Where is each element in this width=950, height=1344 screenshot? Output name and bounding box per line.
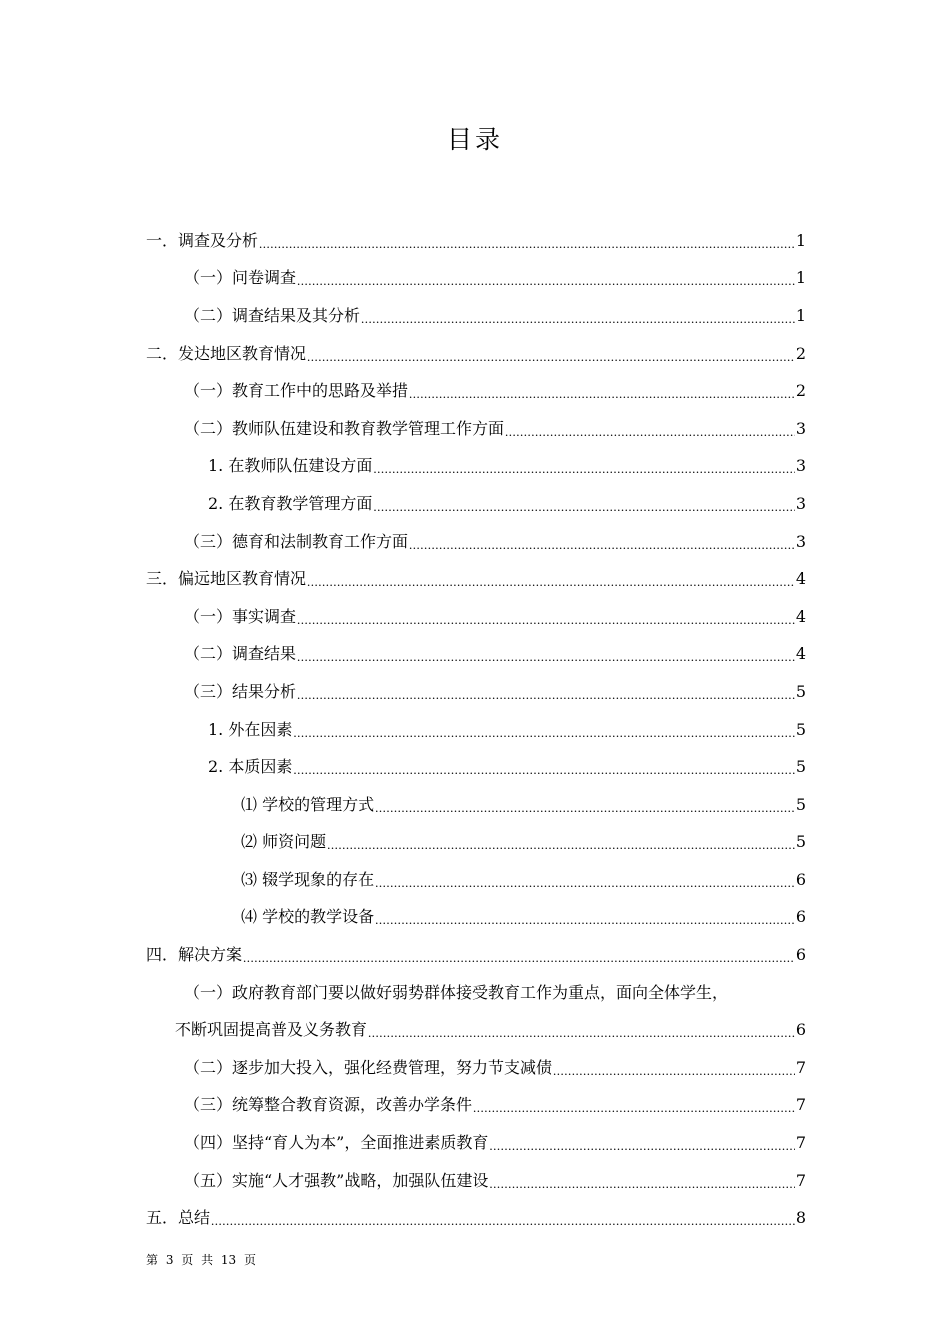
toc-entry-3-2[interactable] (146, 636, 806, 674)
toc-entry-label: （二）调查结果 (184, 644, 297, 664)
dot-leader (361, 309, 795, 329)
toc-page-number: 5 (795, 794, 806, 814)
toc-entry-label: 三．偏远地区教育情况 (146, 569, 307, 589)
dot-leader (489, 1136, 794, 1156)
toc-entry-4-5[interactable] (146, 1162, 806, 1200)
toc-page-number: 4 (795, 569, 806, 589)
dot-leader (373, 497, 794, 517)
toc-entry-3-3-2-1[interactable] (146, 786, 806, 824)
dot-leader (243, 948, 795, 968)
toc-entry-3-3[interactable] (146, 673, 806, 711)
toc-entry-label: （二）教师队伍建设和教育教学管理工作方面 (184, 418, 505, 438)
toc-entry-label: （一）教育工作中的思路及举措 (184, 381, 409, 401)
toc-page-number: 7 (795, 1170, 806, 1190)
dot-leader (375, 798, 795, 818)
toc-page-number: 2 (795, 343, 806, 363)
dot-leader (505, 422, 795, 442)
toc-page-number: 3 (795, 456, 806, 476)
toc-entry-label: 1. 在教师队伍建设方面 (208, 456, 373, 476)
dot-leader (327, 835, 795, 855)
toc-entry-label: ⑴ 学校的管理方式 (241, 794, 375, 814)
toc-page-number: 6 (795, 1020, 806, 1040)
toc-page-number: 3 (795, 418, 806, 438)
toc-entry-2[interactable] (146, 335, 806, 373)
dot-leader (259, 234, 795, 254)
toc-entry-4[interactable] (146, 936, 806, 974)
toc-page-number: 5 (795, 757, 806, 777)
toc-entry-1-2[interactable] (146, 297, 806, 335)
toc-entry-4-1-continued[interactable] (146, 1011, 806, 1049)
toc-entry-label: 二．发达地区教育情况 (146, 343, 307, 363)
toc-page-number: 1 (795, 268, 806, 288)
dot-leader (307, 572, 795, 592)
toc-page-number: 3 (795, 493, 806, 513)
toc-entry-label: 2. 在教育教学管理方面 (208, 493, 373, 513)
toc-entry-label: 2. 本质因素 (208, 757, 293, 777)
toc-entry-label: （三）德育和法制教育工作方面 (184, 531, 409, 551)
toc-entry-3-3-2[interactable] (146, 748, 806, 786)
toc-entry-2-1[interactable] (146, 372, 806, 410)
dot-leader (409, 384, 795, 404)
toc-page-number: 5 (795, 832, 806, 852)
dot-leader (473, 1098, 795, 1118)
toc-page-number: 1 (795, 305, 806, 325)
toc-entry-3[interactable] (146, 560, 806, 598)
dot-leader (297, 685, 795, 705)
toc-entry-label: ⑵ 师资问题 (241, 832, 327, 852)
toc-entry-label: （二）逐步加大投入，强化经费管理，努力节支减债 (184, 1057, 553, 1077)
toc-entry-3-3-1[interactable] (146, 711, 806, 749)
toc-entry-3-3-2-4[interactable] (146, 899, 806, 937)
toc-page-number: 6 (795, 907, 806, 927)
dot-leader (553, 1061, 795, 1081)
toc-entry-4-2[interactable] (146, 1049, 806, 1087)
toc-entry-label: ⑶ 辍学现象的存在 (241, 869, 375, 889)
toc-entry-label: （三）结果分析 (184, 681, 297, 701)
toc-entry-2-3[interactable] (146, 523, 806, 561)
dot-leader (307, 347, 795, 367)
toc-entry-label: 不断巩固提高普及义务教育 (175, 1020, 368, 1040)
toc-entry-4-4[interactable] (146, 1124, 806, 1162)
dot-leader (375, 910, 795, 930)
toc-entry-4-3[interactable] (146, 1087, 806, 1125)
dot-leader (409, 535, 795, 555)
toc-entry-label: （一）政府教育部门要以做好弱势群体接受教育工作为重点，面向全体学生， (184, 982, 729, 1002)
dot-leader (297, 271, 795, 291)
toc-page-number: 2 (795, 381, 806, 401)
toc-page-number: 3 (795, 531, 806, 551)
toc-page-number: 5 (795, 719, 806, 739)
dot-leader (368, 1023, 795, 1043)
toc-entry-4-1[interactable] (146, 974, 806, 1012)
page-footer: 第 3 页 共 13 页 (146, 1253, 256, 1267)
toc-page-number: 6 (795, 869, 806, 889)
toc-page-number: 4 (795, 644, 806, 664)
toc-entry-1-1[interactable] (146, 260, 806, 298)
table-of-contents (146, 222, 806, 1237)
toc-entry-3-3-2-3[interactable] (146, 861, 806, 899)
toc-page-number: 7 (795, 1133, 806, 1153)
toc-page-number: 7 (795, 1095, 806, 1115)
toc-entry-5[interactable] (146, 1199, 806, 1237)
dot-leader (297, 647, 795, 667)
toc-page-number: 1 (795, 230, 806, 250)
toc-entry-1[interactable] (146, 222, 806, 260)
toc-entry-label: ⑷ 学校的教学设备 (241, 907, 375, 927)
toc-entry-label: 四．解决方案 (146, 945, 243, 965)
toc-entry-label: （二）调查结果及其分析 (184, 305, 361, 325)
toc-page-number: 5 (795, 681, 806, 701)
toc-page-number: 6 (795, 945, 806, 965)
toc-entry-label: （一）事实调查 (184, 606, 297, 626)
toc-title: 目录 (446, 125, 503, 154)
toc-entry-3-3-2-2[interactable] (146, 824, 806, 862)
toc-entry-2-2-1[interactable] (146, 448, 806, 486)
toc-entry-2-2[interactable] (146, 410, 806, 448)
dot-leader (293, 760, 794, 780)
toc-entry-2-2-2[interactable] (146, 485, 806, 523)
toc-entry-label: （四）坚持“育人为本”，全面推进素质教育 (184, 1133, 489, 1153)
toc-page-number: 8 (795, 1208, 806, 1228)
toc-entry-label: 1. 外在因素 (208, 719, 293, 739)
toc-entry-label: （三）统筹整合教育资源，改善办学条件 (184, 1095, 473, 1115)
toc-entry-label: 一．调查及分析 (146, 230, 259, 250)
toc-page-number: 4 (795, 606, 806, 626)
dot-leader (489, 1174, 794, 1194)
dot-leader (297, 610, 795, 630)
dot-leader (373, 459, 794, 479)
toc-page-number: 7 (795, 1057, 806, 1077)
dot-leader (375, 873, 795, 893)
toc-entry-3-1[interactable] (146, 598, 806, 636)
toc-entry-label: （五）实施“人才强教”战略，加强队伍建设 (184, 1170, 489, 1190)
toc-entry-label: 五．总结 (146, 1208, 211, 1228)
dot-leader (293, 723, 794, 743)
toc-entry-label: （一）问卷调查 (184, 268, 297, 288)
dot-leader (211, 1211, 795, 1231)
